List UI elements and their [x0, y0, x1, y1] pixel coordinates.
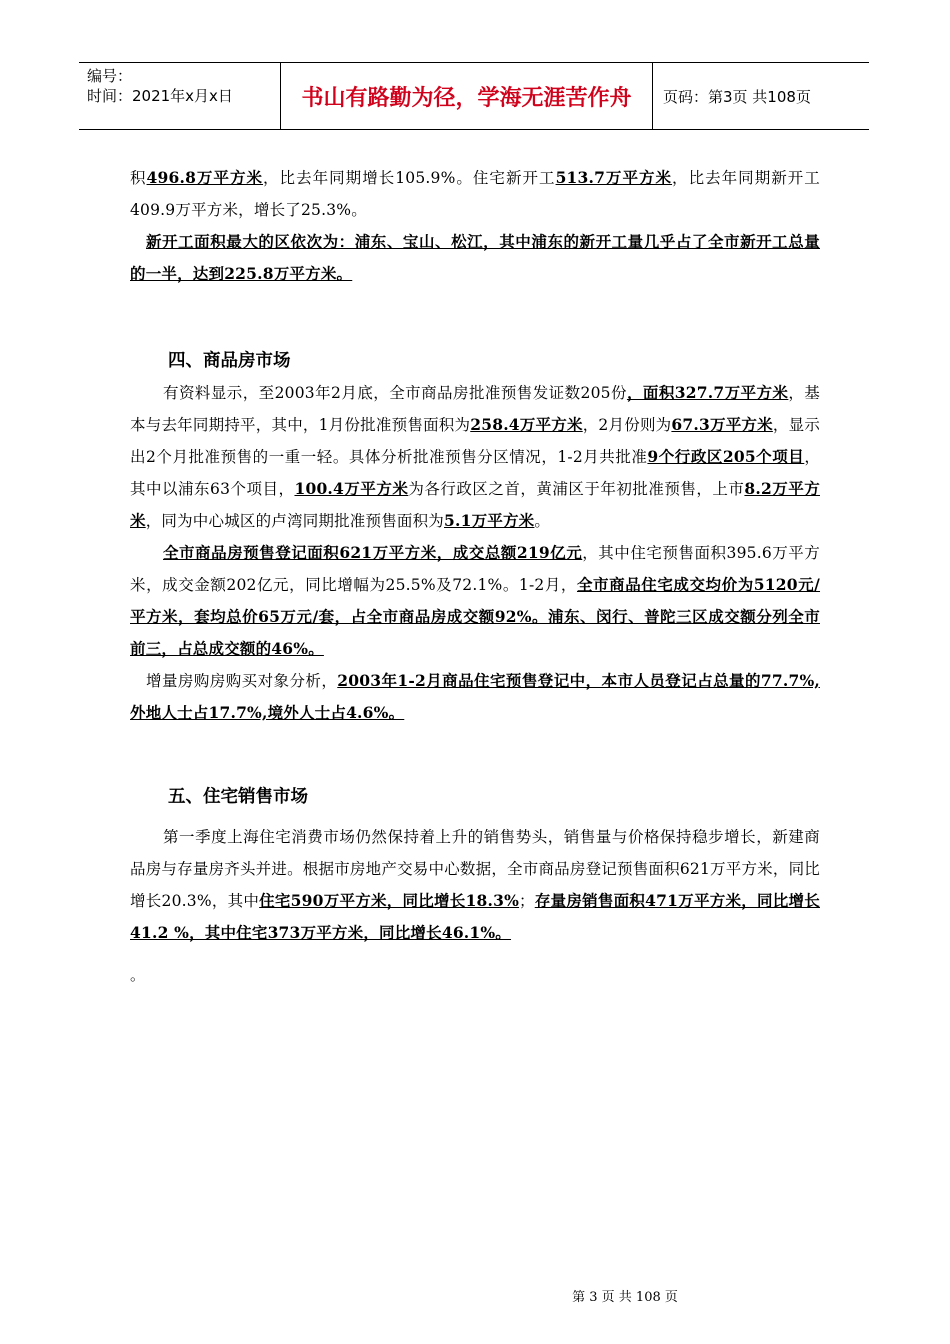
header-motto: 书山有路勤为径，学海无涯苦作舟: [280, 63, 653, 129]
paragraph-presale-registration: 全市商品房预售登记面积621万平方米，成交总额219亿元，其中住宅预售面积395.6万平方米，成交金额202亿元，同比增幅为25.5%及72.1%。1-2月，全市商品住宅成交均价为5120元/平方米，套均总价65万元/套，占全市商品房成交额92%。浦东、闵行、普陀三区成交额分列全市前三，占总成交额的46%。: [130, 543, 821, 658]
section-5-title: 五、住宅销售市场: [168, 787, 308, 807]
page-footer: 第 3 页 共 108 页: [572, 1290, 678, 1305]
section-4-title: 四、商品房市场: [168, 351, 291, 371]
paragraph-buyer-analysis: 增量房购房购买对象分析，2003年1-2月商品住宅预售登记中，本市人员登记占总量的77.7%,外地人士占17.7%,境外人士占4.6%。: [130, 671, 820, 722]
time-label: 时间：2021年x月x日: [87, 87, 233, 105]
paragraph-residential-sales: 第一季度上海住宅消费市场仍然保持着上升的销售势头，销售量与价格保持稳步增长，新建商品房与存量房齐头并进。根据市房地产交易中心数据，全市商品房登记预售面积621万平方米，同比增长20.3%，其中住宅590万平方米，同比增长18.3%；存量房销售面积471万平方米，同比增长41.2 %，其中住宅373万平方米，同比增长46.1%。: [130, 828, 820, 942]
document-body: [130, 162, 820, 991]
paragraph-presale-approval: 有资料显示，至2003年2月底，全市商品房批准预售发证数205份，面积327.7万平方米，基本与去年同期持平，其中，1月份批准预售面积为258.4万平方米，2月份则为67.3万平方米，显示出2个月批准预售的一重一轻。具体分析批准预售分区情况，1-2月共批准9个行政区205个项目，其中以浦东63个项目，100.4万平方米为各行政区之首，黄浦区于年初批准预售，上市8.2万平方米，同为中心城区的卢湾同期批准预售面积为5.1万平方米。: [130, 383, 821, 530]
paragraph-new-construction: 积496.8万平方米，比去年同期增长105.9%。住宅新开工513.7万平方米，比去年同期新开工409.9万平方米，增长了25.3%。: [130, 168, 820, 219]
header-meta: [79, 63, 280, 129]
header-page-info: 页码：第3页 共108页: [663, 87, 811, 106]
page-header: [79, 62, 869, 130]
paragraph-districts: 新开工面积最大的区依次为：浦东、宝山、松江，其中浦东的新开工量几乎占了全市新开工总量的一半，达到225.8万平方米。: [130, 232, 820, 283]
trailing-mark: 。: [130, 966, 146, 984]
serial-label: 编号：: [87, 67, 133, 85]
